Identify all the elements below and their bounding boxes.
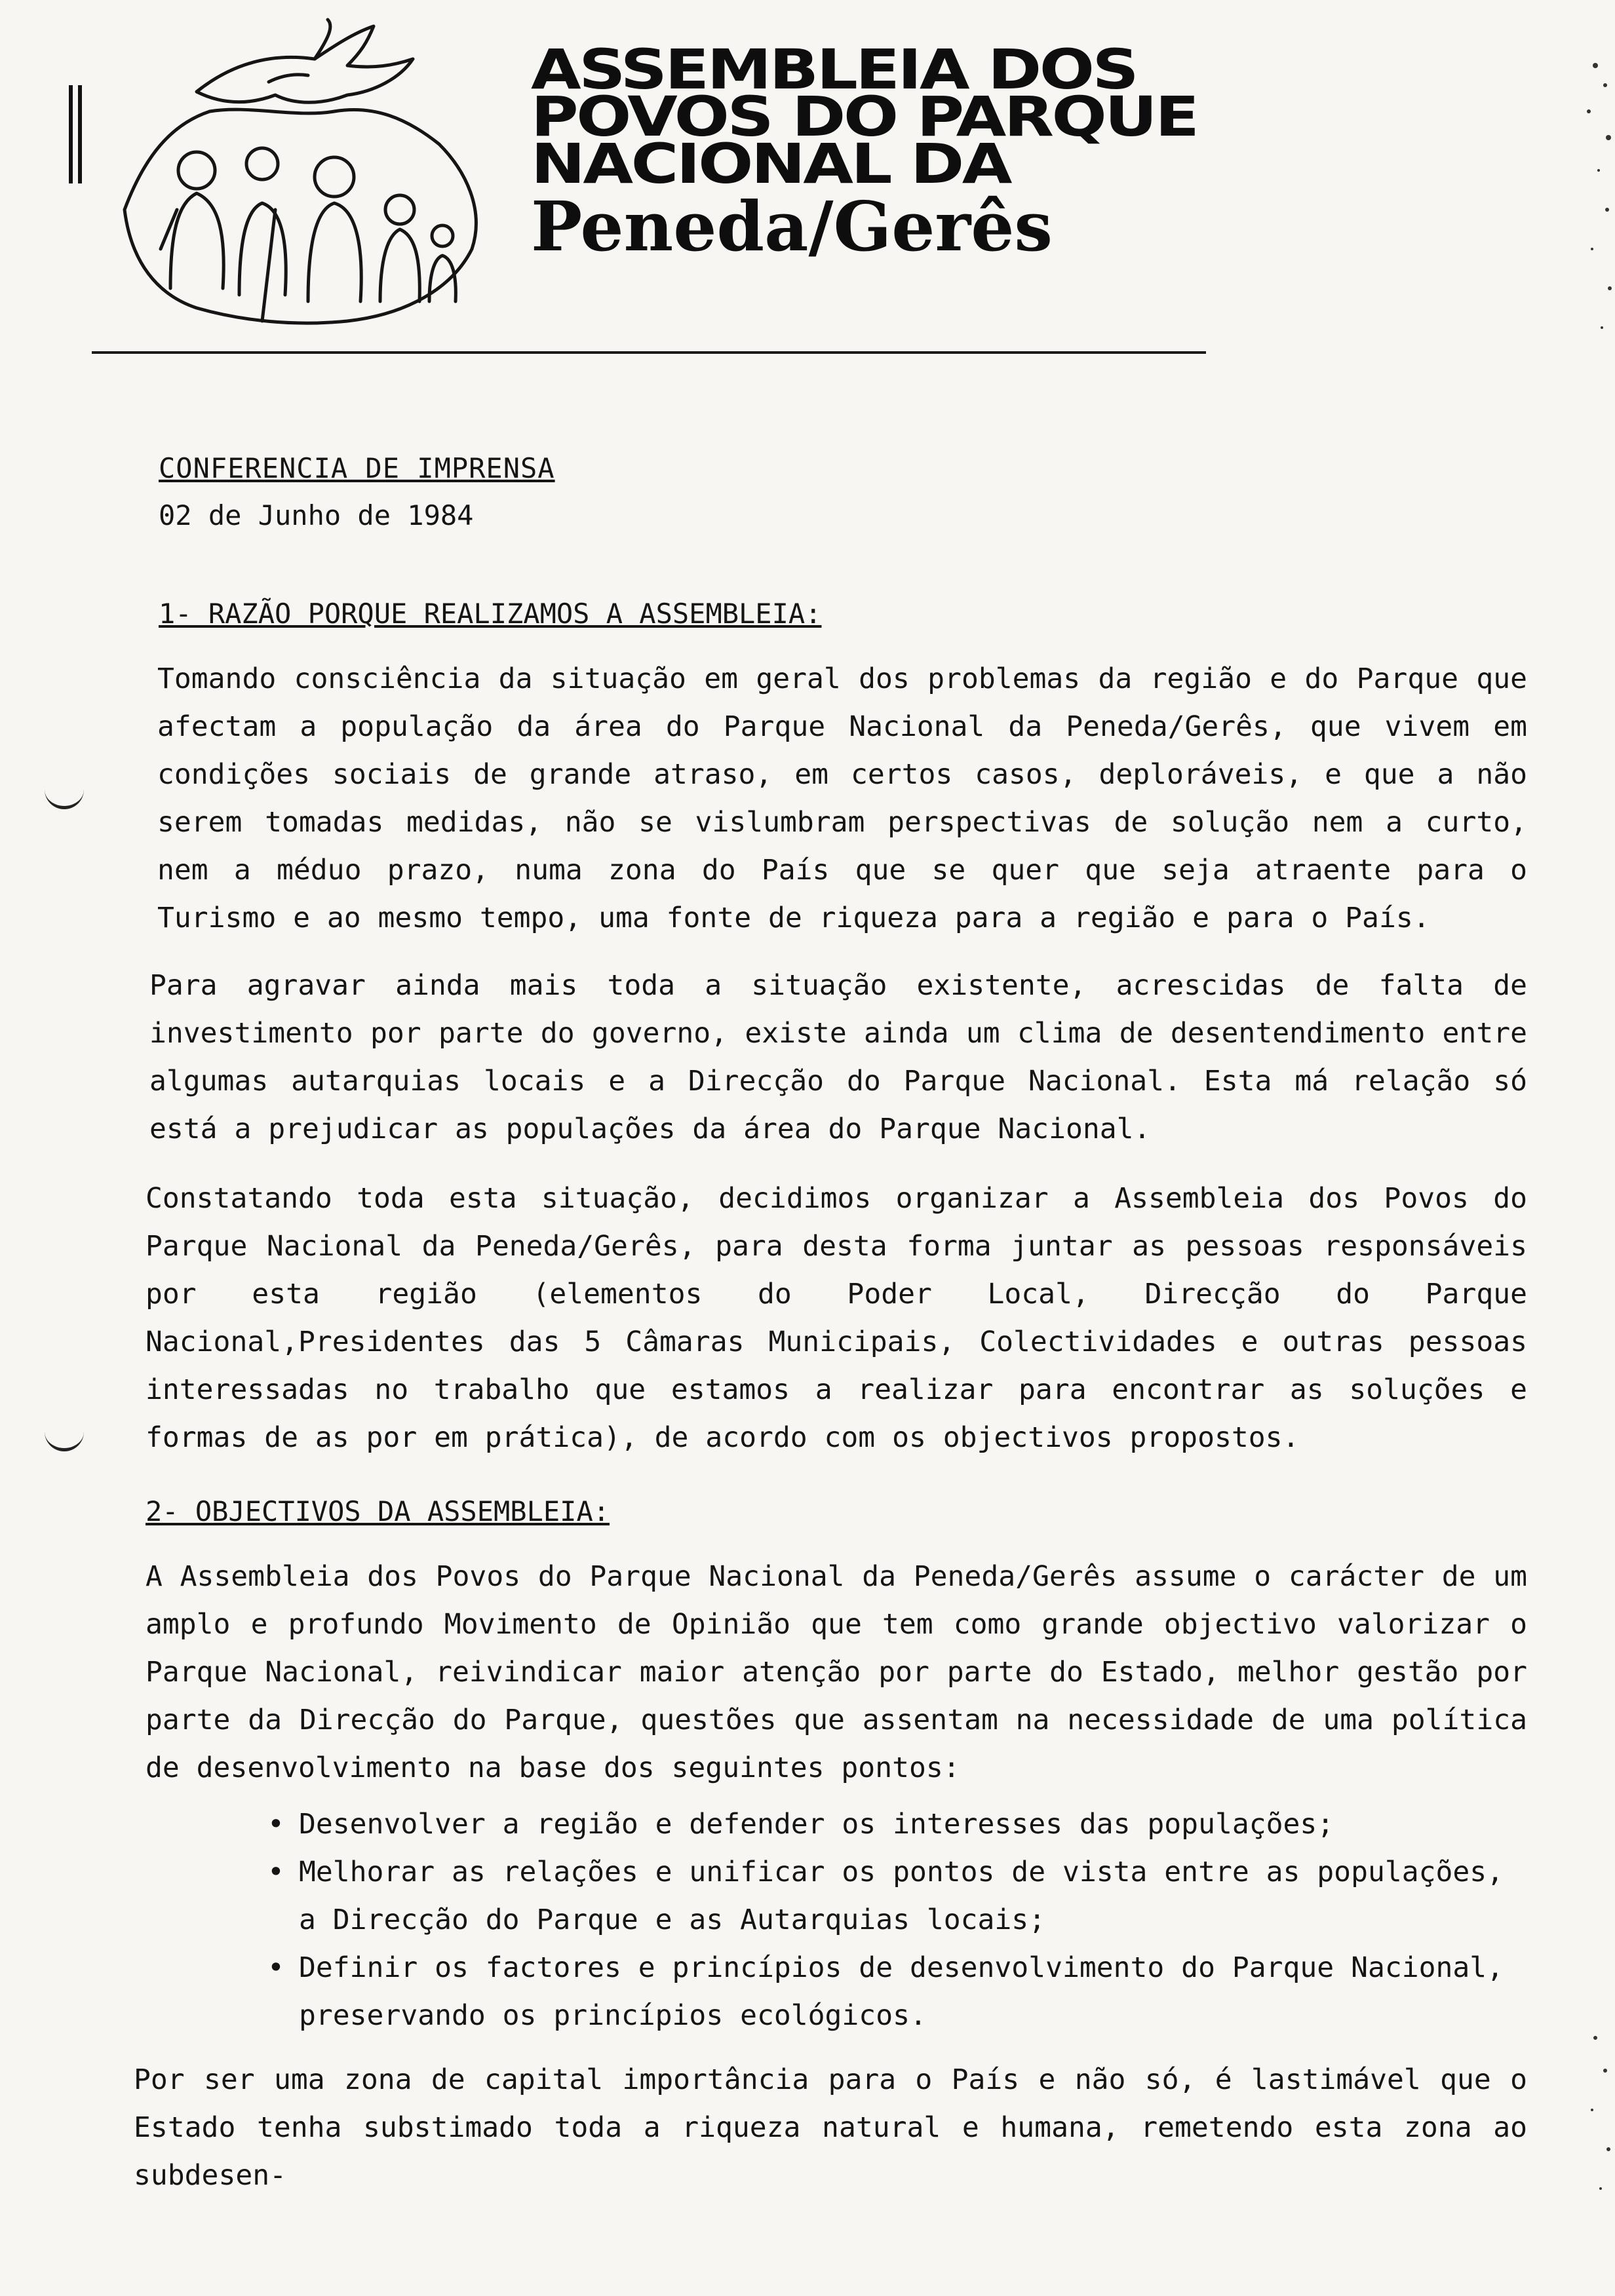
bullet-marker: • — [267, 1856, 284, 1888]
paragraph-text: Constatando toda esta situação, decidimos organizar a Assembleia dos Povos do Parque Nacional da Peneda/Gerês, para desta forma juntar as pessoas responsáveis por esta região (elementos do Poder Local, Direcção do Parque Nacional,Presidentes das 5 Câmaras Municipais, Colectividades e outras pessoas interessadas no trabalho que estamos a realizar para encontrar as soluções e formas de as por em prática), de acordo com os objectivos propostos. — [146, 1182, 1527, 1454]
paragraph-text: Por ser uma zona de capital importância para o País e não só, é lastimável que o Estado tenha substimado toda a riqueza natural e humana, remetendo esta zona ao subdesen- — [134, 2063, 1527, 2192]
section-1-paragraph-1 — [157, 655, 1527, 942]
list-item — [267, 1944, 1513, 2040]
paragraph-text: Tomando consciência da situação em geral dos problemas da região e do Parque que afectam a população da área do Parque Nacional da Peneda/Gerês, que vivem em condições sociais de grande atraso, em certos casos, deploráveis, e que a não serem tomadas medidas, não se vislumbram perspectivas de solução nem a curto, nem a méduo prazo, numa zona do País que se quer que seja atraente para o Turismo e ao mesmo tempo, uma fonte de riqueza para a região e para o País. — [157, 662, 1527, 934]
title-line-3: NACIONAL DA — [531, 132, 1010, 196]
organization-title — [531, 37, 1252, 267]
list-item — [267, 1848, 1513, 1944]
header-divider — [92, 351, 1206, 354]
document-title: CONFERENCIA DE IMPRENSA — [159, 452, 555, 484]
objectives-list — [267, 1801, 1513, 2040]
title-park-name: Peneda/Gerês — [531, 186, 1053, 267]
bullet-marker: • — [267, 1808, 284, 1841]
paragraph-text: A Assembleia dos Povos do Parque Nacional da Peneda/Gerês assume o carácter de um amplo e profundo Movimento de Opinião que tem como grande objectivo valorizar o Parque Nacional, reivindicar maior atenção por parte do Estado, melhor gestão por parte da Direcção do Parque, questões que assentam na necessidade de uma política de desenvolvimento na base dos seguintes pontos: — [146, 1560, 1527, 1784]
paragraph-text: Para agravar ainda mais toda a situação existente, acrescidas de falta de investimento por parte do governo, existe ainda um clima de desentendimento entre algumas autarquias locais e a Direcção do Parque Nacional. Esta má relação só está a prejudicar as populações da área do Parque Nacional. — [149, 969, 1527, 1145]
scan-noise — [1556, 2018, 1615, 2215]
list-item — [267, 1801, 1513, 1848]
punch-hole-mark — [45, 1422, 84, 1451]
scan-noise — [1556, 39, 1615, 367]
assembly-logo — [98, 13, 518, 328]
punch-hole-mark — [45, 780, 84, 809]
list-item-text: Melhorar as relações e unificar os pontos de vista entre as populações, a Direcção do Parque e as Autarquias locais; — [299, 1856, 1504, 1936]
section-2-closing — [134, 2056, 1527, 2200]
title-line-1: ASSEMBLEIA DOS — [531, 37, 1137, 102]
bullet-marker: • — [267, 1951, 284, 1984]
section-1-heading: 1- RAZÃO PORQUE REALIZAMOS A ASSEMBLEIA: — [159, 598, 822, 630]
document-date: 02 de Junho de 1984 — [159, 499, 474, 531]
section-2-heading: 2- OBJECTIVOS DA ASSEMBLEIA: — [146, 1495, 610, 1527]
binder-marks — [69, 85, 88, 183]
section-2-intro — [146, 1553, 1527, 1792]
title-line-2: POVOS DO PARQUE — [531, 85, 1197, 149]
list-item-text: Definir os factores e princípios de desenvolvimento do Parque Nacional, preservando os princípios ecológicos. — [299, 1951, 1504, 2032]
section-1-paragraph-3 — [146, 1175, 1527, 1462]
section-1-paragraph-2 — [149, 962, 1527, 1153]
list-item-text: Desenvolver a região e defender os interesses das populações; — [299, 1808, 1334, 1841]
